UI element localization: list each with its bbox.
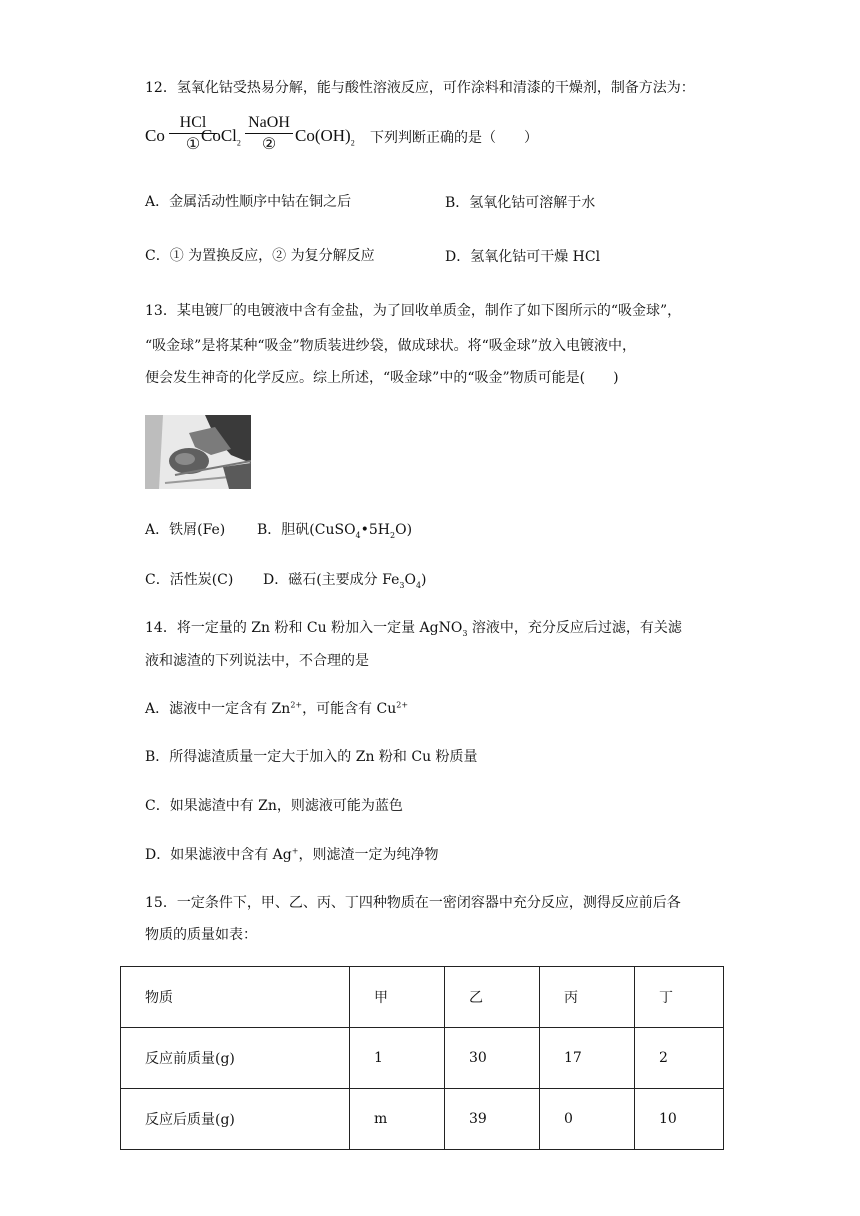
table-row	[121, 1028, 724, 1089]
q12-option-c[interactable]: C．① 为置换反应，② 为复分解反应	[145, 248, 375, 264]
table-cell: m	[350, 1089, 445, 1150]
table-cell: 2	[635, 1028, 724, 1089]
table-cell: 17	[540, 1028, 635, 1089]
arrow-bar	[245, 133, 293, 134]
q13-option-c[interactable]: C．活性炭(C)	[145, 572, 234, 588]
table-row	[121, 967, 724, 1028]
species-co: Co	[145, 126, 165, 145]
reagent-naoh: NaOH	[248, 114, 290, 131]
table-cell: 反应前质量(g)	[121, 1028, 350, 1089]
q14-option-a[interactable]: A．滤液中一定含有 $Zn^{2+}$，可能含有 $Cu^{2+}$	[145, 700, 409, 717]
q12-option-b[interactable]: B．氢氧化钴可溶解于水	[445, 195, 596, 211]
q13-option-d[interactable]: D．磁石(主要成分 $Fe_3O_4$)	[263, 572, 427, 590]
table-cell: 30	[445, 1028, 540, 1089]
q14-option-d[interactable]: D．如果滤液中含有 Ag+，则滤渣一定为纯净物	[145, 846, 439, 863]
table-cell: 反应后质量(g)	[121, 1089, 350, 1150]
step-2-label: ②	[261, 136, 277, 153]
gold-absorbing-ball-photo	[145, 415, 251, 489]
q15-stem-line1: 15．一定条件下，甲、乙、丙、丁四种物质在一密闭容器中充分反应，测得反应前后各	[145, 895, 681, 911]
q13-stem-line2: “吸金球”是将某种“吸金”物质装进纱袋，做成球状。将“吸金球”放入电镀液中，	[145, 338, 636, 354]
species-cooh2: $Co(OH)_2$	[295, 126, 355, 148]
q12-reaction-scheme	[145, 114, 705, 160]
reaction-arrow-2	[245, 114, 293, 154]
table-cell: 甲	[350, 967, 445, 1028]
q14-stem-line2: 液和滤渣的下列说法中，不合理的是	[145, 653, 369, 669]
step-1-label: ①	[185, 136, 201, 153]
table-cell: 0	[540, 1089, 635, 1150]
species-cocl2: CoCl$_2$	[201, 126, 241, 148]
q12-option-a[interactable]: A．金属活动性顺序中钴在铜之后	[145, 194, 352, 210]
table-cell: 1	[350, 1028, 445, 1089]
q12-question-tail: 下列判断正确的是（ ）	[370, 130, 538, 146]
table-cell: 39	[445, 1089, 540, 1150]
table-row	[121, 1089, 724, 1150]
table-cell: 物质	[121, 967, 350, 1028]
q12-option-d[interactable]: D．氢氧化钴可干燥 HCl	[445, 249, 601, 265]
table-cell: 丙	[540, 967, 635, 1028]
q14-option-c[interactable]: C．如果滤渣中有 Zn，则滤液可能为蓝色	[145, 798, 403, 814]
q12-stem: 12．氢氧化钴受热易分解，能与酸性溶液反应，可作涂料和清漆的干燥剂，制备方法为：	[145, 80, 695, 96]
q15-stem-line2: 物质的质量如表：	[145, 927, 257, 943]
q14-stem-line1: 14．将一定量的 Zn 粉和 Cu 粉加入一定量 AgNO$_3$ 溶液中，充分反应后过滤，有关滤	[145, 620, 682, 638]
table-cell: 丁	[635, 967, 724, 1028]
q13-option-b[interactable]: B．胆矾$(CuSO_4•5H_2O)$	[257, 522, 413, 540]
table-cell: 乙	[445, 967, 540, 1028]
q13-stem-line1: 13．某电镀厂的电镀液中含有金盐，为了回收单质金，制作了如下图所示的“吸金球”，	[145, 303, 682, 319]
reagent-hcl: HCl	[179, 114, 207, 131]
q14-option-b[interactable]: B．所得滤渣质量一定大于加入的 Zn 粉和 Cu 粉质量	[145, 749, 478, 765]
mass-table	[120, 966, 724, 1150]
q13-option-a[interactable]: A．铁屑(Fe)	[145, 522, 226, 538]
q13-stem-line3: 便会发生神奇的化学反应。综上所述，“吸金球”中的“吸金”物质可能是( )	[145, 370, 619, 386]
table-cell: 10	[635, 1089, 724, 1150]
